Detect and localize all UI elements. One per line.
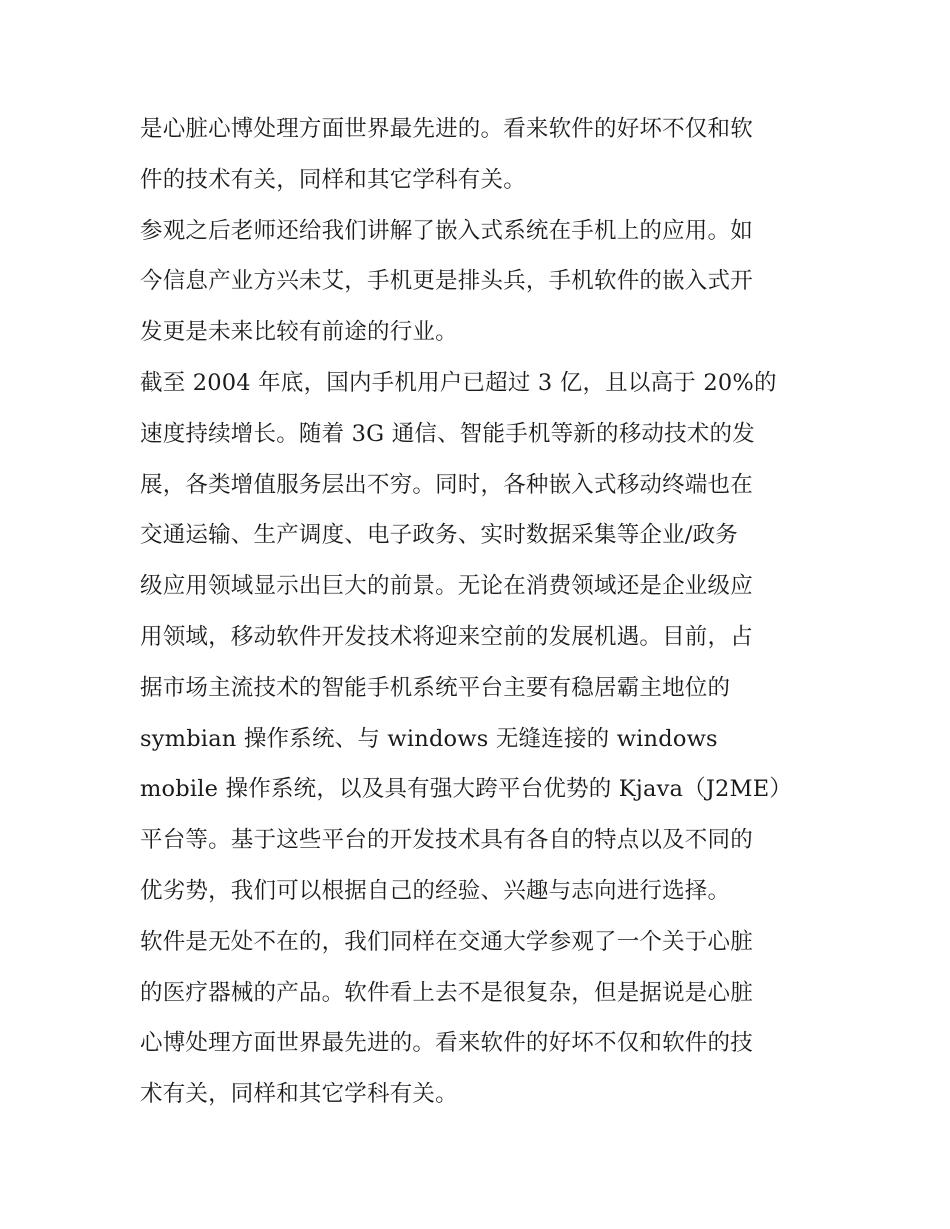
text-line: 心博处理方面世界最先进的。看来软件的好坏不仅和软件的技 xyxy=(140,1030,753,1057)
paragraph-embedded-systems xyxy=(140,206,820,358)
text-line: 发更是未来比较有前途的行业。 xyxy=(140,319,458,346)
text-line: 据市场主流技术的智能手机系统平台主要有稳居霸主地位的 xyxy=(140,674,731,701)
text-line: 优劣势，我们可以根据自己的经验、兴趣与志向进行选择。 xyxy=(140,877,731,904)
paragraph-conclusion-fragment xyxy=(140,104,820,206)
paragraph-mobile-market xyxy=(140,358,820,917)
text-line: 用领域，移动软件开发技术将迎来空前的发展机遇。目前，占 xyxy=(140,623,753,650)
text-line: 交通运输、生产调度、电子政务、实时数据采集等企业/政务 xyxy=(140,522,738,549)
text-line: 截至 2004 年底，国内手机用户已超过 3 亿，且以高于 20%的 xyxy=(140,369,777,396)
text-line: symbian 操作系统、与 windows 无缝连接的 windows xyxy=(140,725,718,752)
text-line: 是心脏心博处理方面世界最先进的。看来软件的好坏不仅和软 xyxy=(140,116,753,142)
text-line: 件的技术有关，同样和其它学科有关。 xyxy=(140,166,526,193)
text-line: 今信息产业方兴未艾，手机更是排头兵，手机软件的嵌入式开 xyxy=(140,268,753,295)
text-line: 参观之后老师还给我们讲解了嵌入式系统在手机上的应用。如 xyxy=(140,217,753,244)
text-line: 平台等。基于这些平台的开发技术具有各自的特点以及不同的 xyxy=(140,827,753,854)
text-line: mobile 操作系统，以及具有强大跨平台优势的 Kjava（J2ME） xyxy=(140,776,793,803)
paragraph-medical-device xyxy=(140,917,820,1120)
text-line: 的医疗器械的产品。软件看上去不是很复杂，但是据说是心脏 xyxy=(140,979,753,1006)
text-line: 级应用领域显示出巨大的前景。无论在消费领域还是企业级应 xyxy=(140,573,753,600)
text-line: 速度持续增长。随着 3G 通信、智能手机等新的移动技术的发 xyxy=(140,420,755,447)
document-body xyxy=(140,104,820,1120)
text-line: 展，各类增值服务层出不穷。同时，各种嵌入式移动终端也在 xyxy=(140,471,753,498)
text-line: 软件是无处不在的，我们同样在交通大学参观了一个关于心脏 xyxy=(140,928,753,955)
text-line: 术有关，同样和其它学科有关。 xyxy=(140,1081,458,1108)
